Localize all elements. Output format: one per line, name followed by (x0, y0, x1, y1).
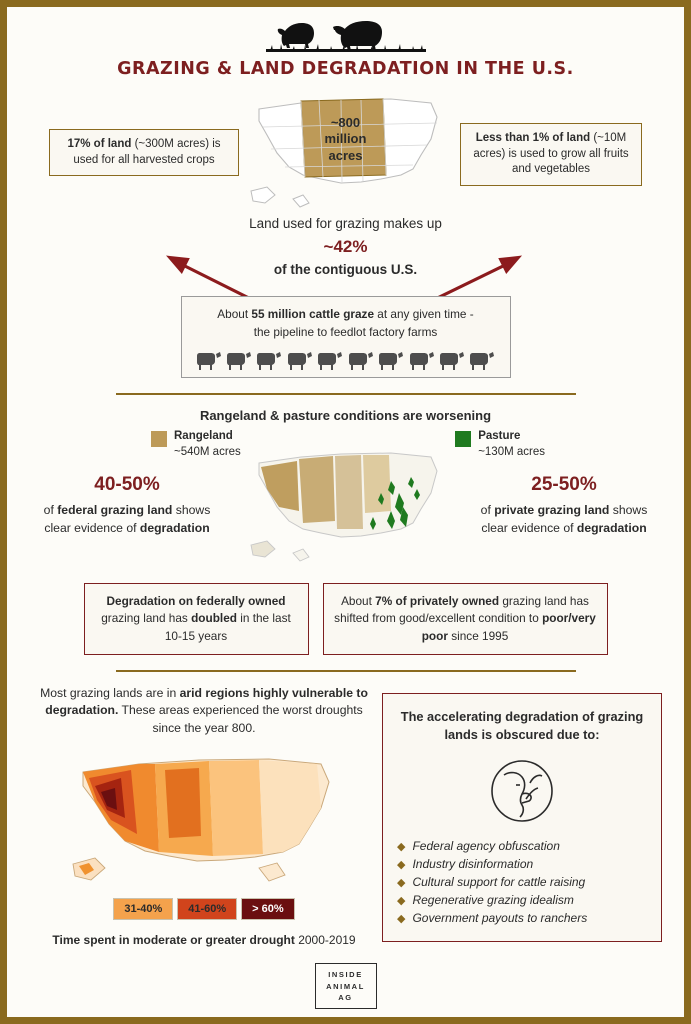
brand-line-3: AG (338, 992, 353, 1002)
legend-rangeland-sub: ~540M acres (174, 445, 241, 458)
rangeland-swatch (151, 431, 167, 447)
obscured-bullet: ◆ Federal agency obfuscation (397, 838, 560, 853)
obscured-title: The accelerating degradation of grazing lands is obscured due to: (400, 708, 644, 743)
obscured-bullet: ◆ Industry disinformation (397, 856, 534, 871)
obscured-bullet: ◆ Cultural support for cattle raising (397, 874, 586, 889)
drought-legend-item: 41-60% (177, 898, 237, 920)
drought-intro-text: Most grazing lands are in arid regions highly vulnerable to degradation. These areas experienced the worst droughts since the year 800. (40, 685, 368, 736)
us-map-drought (59, 744, 349, 894)
pasture-swatch (455, 431, 471, 447)
legend-pasture-sub: ~130M acres (478, 445, 545, 458)
drought-legend-item: 31-40% (113, 898, 173, 920)
cow-silhouette-icon (467, 349, 497, 371)
obscured-bullet: ◆ Regenerative grazing idealism (397, 892, 574, 907)
stat-federal-degradation: 40-50% of federal grazing land shows clear evidence of degradation (43, 474, 211, 535)
diamond-icon: ◆ (397, 894, 406, 907)
brand-line-1: INSIDE (328, 970, 363, 980)
diamond-icon: ◆ (397, 912, 406, 925)
callout-fruits-vegetables: Less than 1% of land (~10M acres) is used to grow all fruits and vegetables (460, 123, 642, 186)
drought-legend-item: > 60% (241, 898, 295, 920)
rangeland-section-title: Rangeland & pasture conditions are worsening (199, 408, 492, 424)
diamond-icon: ◆ (397, 840, 406, 853)
obscured-bullet: ◆ Government payouts to ranchers (397, 910, 588, 925)
cow-silhouette-icon (194, 349, 224, 371)
diamond-icon: ◆ (397, 858, 406, 871)
cow-silhouette-icon (315, 349, 345, 371)
cow-silhouette-icon (407, 349, 437, 371)
cow-silhouette-icon (285, 349, 315, 371)
callout-harvested-crops: 17% of land (~300M acres) is used for all harvested crops (49, 129, 239, 176)
top-map-block (21, 81, 670, 296)
brand-logo (315, 963, 377, 1009)
drought-block (21, 685, 670, 985)
legend-pasture-label: Pasture (478, 430, 521, 443)
drought-left-column (29, 685, 379, 949)
box-federal-degradation: Degradation on federally owned grazing land has doubled in the last 10-15 years (84, 583, 309, 654)
obscured-causes-box (382, 693, 662, 942)
cattle-box-text: About 55 million cattle graze at any given time - the pipeline to feedlot factory farms (217, 307, 474, 339)
brand-line-2: ANIMAL (326, 981, 365, 991)
us-map-rangeland-pasture (241, 441, 451, 569)
divider-2 (116, 670, 576, 672)
grazing-acres-label: ~800 million acres (324, 115, 367, 163)
cattle-silhouette-icon (246, 13, 446, 55)
legend-rangeland-label: Rangeland (174, 430, 233, 443)
divider-1 (116, 393, 576, 395)
diamond-icon: ◆ (397, 876, 406, 889)
legend-rangeland (151, 429, 241, 460)
stat-private-degradation: 25-50% of private grazing land shows clear evidence of degradation (480, 474, 648, 535)
shush-face-icon (486, 755, 558, 827)
box-private-degradation: About 7% of privately owned grazing land has shifted from good/excellent condition to poor/very poor since 1995 (323, 583, 608, 654)
cow-silhouette-icon (224, 349, 254, 371)
cow-silhouette-icon (254, 349, 284, 371)
cow-silhouette-icon (346, 349, 376, 371)
drought-legend (29, 898, 379, 920)
grazing-share-text: Land used for grazing makes up ~42% of the contiguous U.S. (181, 214, 511, 280)
rangeland-block (21, 429, 670, 579)
legend-pasture (455, 429, 545, 460)
degradation-detail-boxes (21, 583, 670, 654)
drought-caption: Time spent in moderate or greater drought 2000-2019 (52, 932, 356, 947)
page-title: GRAZING & LAND DEGRADATION IN THE U.S. (117, 59, 574, 79)
cow-icon-row (192, 349, 500, 373)
cow-silhouette-icon (437, 349, 467, 371)
cattle-pipeline-box (181, 296, 511, 378)
cow-silhouette-icon (376, 349, 406, 371)
grazing-percent: ~42% (323, 236, 368, 256)
